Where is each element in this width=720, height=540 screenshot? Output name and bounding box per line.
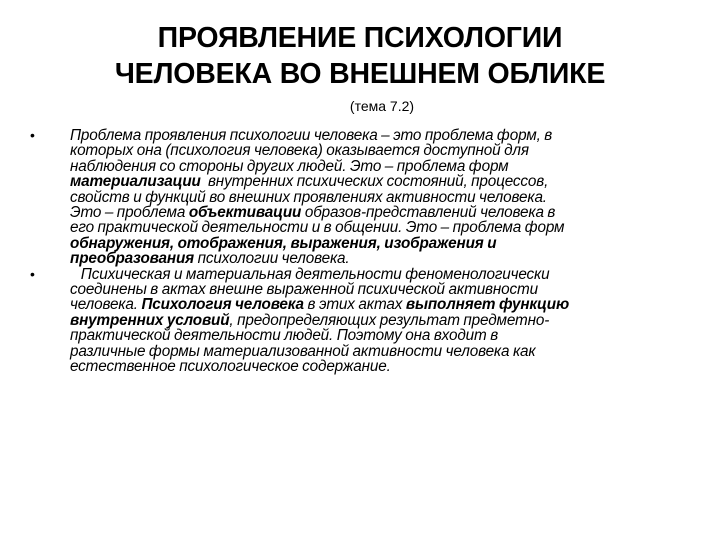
- text-run: в этих актах: [303, 296, 406, 314]
- bullet-line: [70, 251, 690, 266]
- slide-title: [60, 20, 660, 92]
- bold-run: объективации: [188, 204, 302, 222]
- bullet-line: [70, 267, 690, 282]
- title-line-1: ПРОЯВЛЕНИЕ ПСИХОЛОГИИ: [157, 22, 563, 54]
- bullet-item-1: [30, 128, 690, 267]
- title-line-2: ЧЕЛОВЕКА ВО ВНЕШНЕМ ОБЛИКЕ: [114, 58, 606, 90]
- bullet-line: [70, 128, 690, 143]
- bullet-line: [70, 205, 690, 220]
- bullet-line: [70, 313, 690, 328]
- text-run: человека.: [70, 296, 142, 314]
- text-run: которых она (психология человека) оказывается доступной для: [70, 142, 529, 160]
- bold-run: обнаружения, отображения, выражения, изображения и: [70, 234, 497, 252]
- bullet-line: [70, 359, 690, 374]
- bullet-line: [70, 282, 690, 297]
- bullet-line: [70, 344, 690, 359]
- bullet-line: [70, 297, 690, 312]
- text-run: психологии человека.: [194, 250, 350, 268]
- bold-run: материализации: [70, 173, 201, 191]
- bullet-dot-icon: •: [30, 265, 35, 282]
- text-run: наблюдения со стороны других людей. Это – проблема форм: [70, 157, 509, 175]
- text-run: Проблема проявления психологии человека – это проблема форм, в: [70, 127, 553, 144]
- bullet-list: [30, 128, 690, 375]
- bold-run: Психология человека: [141, 296, 304, 314]
- bullet-line: [70, 159, 690, 174]
- bullet-line: [70, 174, 690, 189]
- text-run: Это – проблема: [70, 204, 189, 222]
- bullet-line: [70, 328, 690, 343]
- text-run: Психическая и материальная деятельности феноменологически: [70, 265, 550, 283]
- bullet-line: [70, 236, 690, 251]
- bold-run: выполняет функцию: [405, 296, 570, 314]
- bullet-line: [70, 220, 690, 235]
- text-run: практической деятельности людей. Поэтому она входит в: [70, 327, 499, 345]
- text-run: различные формы материализованной активности человека как: [70, 342, 536, 360]
- bullet-dot-icon: •: [30, 127, 35, 143]
- bold-run: преобразования: [70, 250, 195, 268]
- text-run: его практической деятельности и в общении. Это – проблема форм: [70, 219, 565, 237]
- bullet-item-2: [30, 267, 690, 375]
- text-run: свойств и функций во внешних проявлениях активности человека.: [70, 188, 547, 206]
- slide-subtitle: (тема 7.2): [349, 98, 415, 114]
- bullet-line: [70, 143, 690, 158]
- bold-run: внутренних условий: [70, 311, 230, 329]
- text-run: естественное психологическое содержание.: [70, 358, 391, 376]
- text-run: соединены в актах внешне выраженной психической активности: [70, 281, 538, 299]
- text-run: образов-представлений человека в: [301, 204, 556, 222]
- bullet-text: [70, 128, 690, 267]
- bullet-line: [70, 190, 690, 205]
- text-run: , предопределяющих результат предметно-: [229, 311, 550, 329]
- text-run: внутренних психических состояний, процессов,: [200, 173, 549, 191]
- bullet-text: [70, 267, 690, 375]
